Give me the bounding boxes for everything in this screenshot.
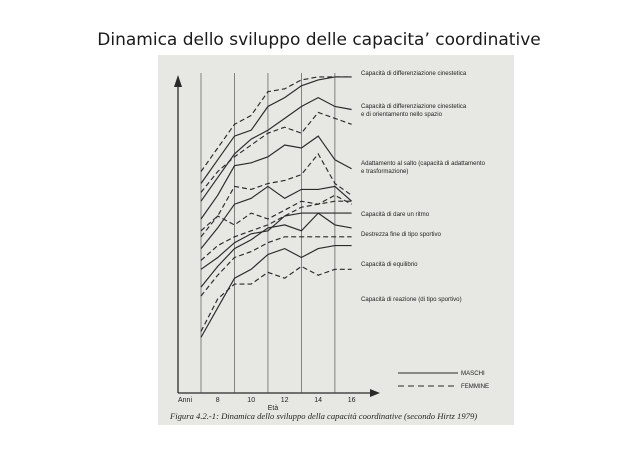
x-prefix-label: Anni xyxy=(178,397,193,404)
series-femmine-line xyxy=(201,195,352,237)
series-label: Adattamento al salto (capacità di adattamento xyxy=(361,160,485,167)
slide-title: Dinamica dello sviluppo delle capacita’ coordinative xyxy=(97,30,541,50)
series-label: e di orientamento nello spazio xyxy=(361,111,442,118)
figure-caption: Figura 4.2.-1: Dinamica dello sviluppo della capacità coordinative (secondo Hirtz 1979) xyxy=(170,411,478,421)
x-tick-label: 10 xyxy=(247,397,256,404)
legend-maschi-label: MASCHI xyxy=(461,370,485,377)
legend-femmine-label: FEMMINE xyxy=(461,383,490,390)
x-axis-arrow xyxy=(370,389,380,397)
series-label: Destrezza fine di tipo sportivo xyxy=(361,231,441,238)
x-tick-label: 16 xyxy=(347,397,356,404)
series-label: Capacità di differenziazione cinestetica xyxy=(361,70,467,77)
series-label: Capacità di dare un ritmo xyxy=(361,211,430,218)
series-femmine-line xyxy=(201,237,352,296)
series-label: Capacità di reazione (di tipo sportivo) xyxy=(361,296,462,303)
figure-panel xyxy=(158,55,514,425)
x-tick-label: 8 xyxy=(215,397,220,404)
series-label: Capacità di differenziazione cinestetica xyxy=(361,103,467,110)
y-axis-arrow xyxy=(174,75,182,87)
x-tick-label: 14 xyxy=(314,397,323,404)
x-axis-title: Età xyxy=(267,405,279,412)
series-label: Capacità di equilibrio xyxy=(361,261,418,268)
series-femmine-line xyxy=(201,266,352,331)
series-label: e trasformazione) xyxy=(361,168,409,175)
series-maschi-line xyxy=(201,213,352,287)
x-tick-label: 12 xyxy=(280,397,289,404)
line-chart xyxy=(158,55,514,425)
